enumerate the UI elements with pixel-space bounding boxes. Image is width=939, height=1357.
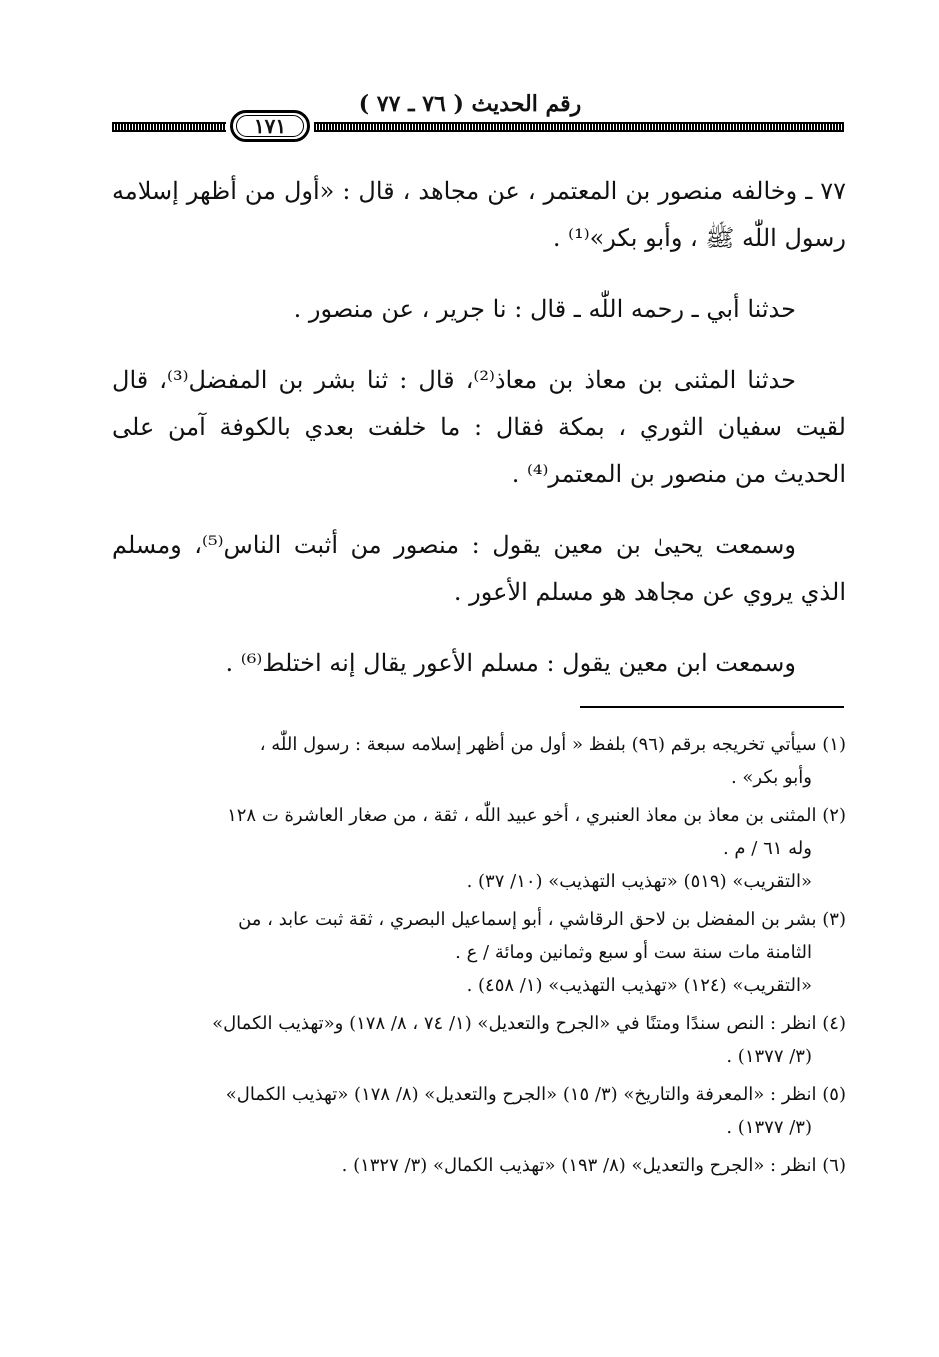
footnote-line: (٣) بشر بن المفضل بن لاحق الرقاشي ، أبو إسماعيل البصري ، ثقة ثبت عابد ، من xyxy=(238,909,846,930)
page-number: ١٧١ xyxy=(230,110,310,142)
paragraph-ibn-main-1: وسمعت يحيىٰ بن معين يقول : منصور من أثبت الناس⁽⁵⁾، ومسلم الذي يروي عن مجاهد هو مسلم الأعور . xyxy=(112,531,846,606)
header-rule-right xyxy=(314,122,844,132)
footnote-line: (٢) المثنى بن معاذ بن معاذ العنبري ، أخو عبيد اللّٰه ، ثقة ، من صغار العاشرة ت ١٢٨ xyxy=(227,805,846,826)
footnote-2 xyxy=(112,799,846,898)
footnotes xyxy=(112,728,846,1187)
footnote-3 xyxy=(112,903,846,1002)
footnote-line: وله ٦١ / م . xyxy=(722,838,812,859)
running-title: رقم الحديث ( ٧٦ ـ ٧٧ ) xyxy=(358,91,582,117)
footnote-line: (٦) انظر : «الجرح والتعديل» (٨/ ١٩٣) «تهذيب الكمال» (٣/ ١٣٢٧) . xyxy=(341,1155,846,1176)
footnote-line: «التقريب» (١٢٤) «تهذيب التهذيب» (١/ ٤٥٨) . xyxy=(466,975,812,996)
paragraph-hadith-77: ٧٧ ـ وخالفه منصور بن المعتمر ، عن مجاهد ، قال : «أول من أظهر إسلامه رسول اللّٰه ﷺ ، وأبو بكر»⁽¹⁾ . xyxy=(112,177,846,252)
footnote-5 xyxy=(112,1078,846,1144)
footnote-1 xyxy=(112,728,846,794)
paragraph-isnad-2: حدثنا المثنى بن معاذ بن معاذ⁽²⁾، قال : ثنا بشر بن المفضل⁽³⁾، قال لقيت سفيان الثوري ، بمكة فقال : ما خلفت بعدي بالكوفة آمن على الحديث من منصور بن المعتمر⁽⁴⁾ . xyxy=(112,366,846,488)
footnote-line: (٤) انظر : النص سندًا ومتنًا في «الجرح والتعديل» (١/ ٧٤ ، ٨/ ١٧٨) و«تهذيب الكمال» xyxy=(212,1013,846,1034)
footnote-line: «التقريب» (٥١٩) «تهذيب التهذيب» (١٠/ ٣٧) . xyxy=(466,871,812,892)
header-rule-left xyxy=(112,122,226,132)
main-text xyxy=(112,168,846,711)
footnote-line: (١) سيأتي تخريجه برقم (٩٦) بلفظ « أول من أظهر إسلامه سبعة : رسول اللّٰه ، xyxy=(259,734,846,755)
footnote-4 xyxy=(112,1007,846,1073)
footnote-line: الثامنة مات سنة ست أو سبع وثمانين ومائة / ع . xyxy=(455,942,812,963)
footnote-line: (٥) انظر : «المعرفة والتاريخ» (٣/ ١٥) «الجرح والتعديل» (٨/ ١٧٨) «تهذيب الكمال» xyxy=(225,1084,846,1105)
paragraph-isnad-1: حدثنا أبي ـ رحمه اللّٰه ـ قال : نا جرير ، عن منصور . xyxy=(293,295,796,323)
footnote-separator xyxy=(580,706,844,708)
footnote-line: (٣/ ١٣٧٧) . xyxy=(726,1046,812,1067)
paragraph-ibn-main-2: وسمعت ابن معين يقول : مسلم الأعور يقال إنه اختلط⁽⁶⁾ . xyxy=(225,649,796,677)
footnote-6 xyxy=(112,1149,846,1182)
footnote-line: (٣/ ١٣٧٧) . xyxy=(726,1117,812,1138)
footnote-line: وأبو بكر» . xyxy=(730,767,812,788)
